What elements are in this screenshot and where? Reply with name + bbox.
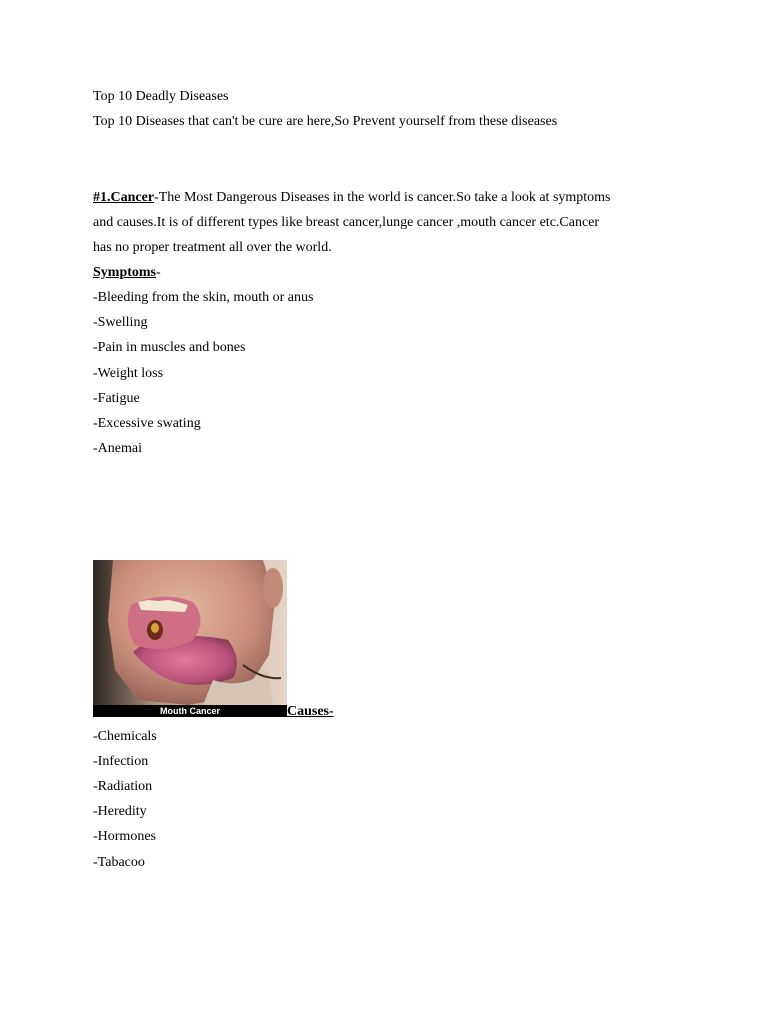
cause-item: -Radiation bbox=[93, 779, 153, 794]
mouth-cancer-figure bbox=[93, 560, 287, 717]
symptom-item: -Excessive swating bbox=[93, 416, 201, 431]
causes-heading-line bbox=[287, 699, 334, 724]
mouth-cancer-photo-illustration bbox=[93, 560, 287, 705]
causes-heading: Causes bbox=[287, 704, 330, 719]
mouth-cancer-photo bbox=[93, 560, 287, 705]
symptoms-heading: Symptoms bbox=[93, 265, 157, 280]
symptom-item: -Weight loss bbox=[93, 366, 164, 381]
cancer-intro-line-3: has no proper treatment all over the world. bbox=[93, 240, 332, 255]
cause-item: -Tabacoo bbox=[93, 855, 145, 870]
symptoms-heading-line bbox=[93, 260, 161, 285]
cancer-heading: #1.Cancer bbox=[93, 190, 155, 205]
cancer-intro-line-1 bbox=[93, 185, 611, 210]
cancer-intro-line-2: and causes.It is of different types like breast cancer,lunge cancer ,mouth cancer etc.Cancer bbox=[93, 215, 600, 230]
symptom-item: -Bleeding from the skin, mouth or anus bbox=[93, 290, 314, 305]
document-title: Top 10 Deadly Diseases bbox=[93, 89, 229, 104]
cause-item: -Hormones bbox=[93, 829, 156, 844]
cause-item: -Chemicals bbox=[93, 729, 157, 744]
symptom-item: -Anemai bbox=[93, 441, 142, 456]
symptoms-heading-suffix: - bbox=[156, 265, 161, 280]
cause-item: -Heredity bbox=[93, 804, 147, 819]
cancer-intro-text-1: -The Most Dangerous Diseases in the world is cancer.So take a look at symptoms bbox=[154, 190, 611, 205]
symptom-item: -Swelling bbox=[93, 315, 148, 330]
causes-heading-suffix: - bbox=[329, 704, 334, 719]
cause-item: -Infection bbox=[93, 754, 149, 769]
image-caption: Mouth Cancer bbox=[93, 705, 287, 717]
document-subtitle: Top 10 Diseases that can't be cure are here,So Prevent yourself from these diseases bbox=[93, 114, 558, 129]
symptom-item: -Pain in muscles and bones bbox=[93, 340, 246, 355]
symptom-item: -Fatigue bbox=[93, 391, 140, 406]
